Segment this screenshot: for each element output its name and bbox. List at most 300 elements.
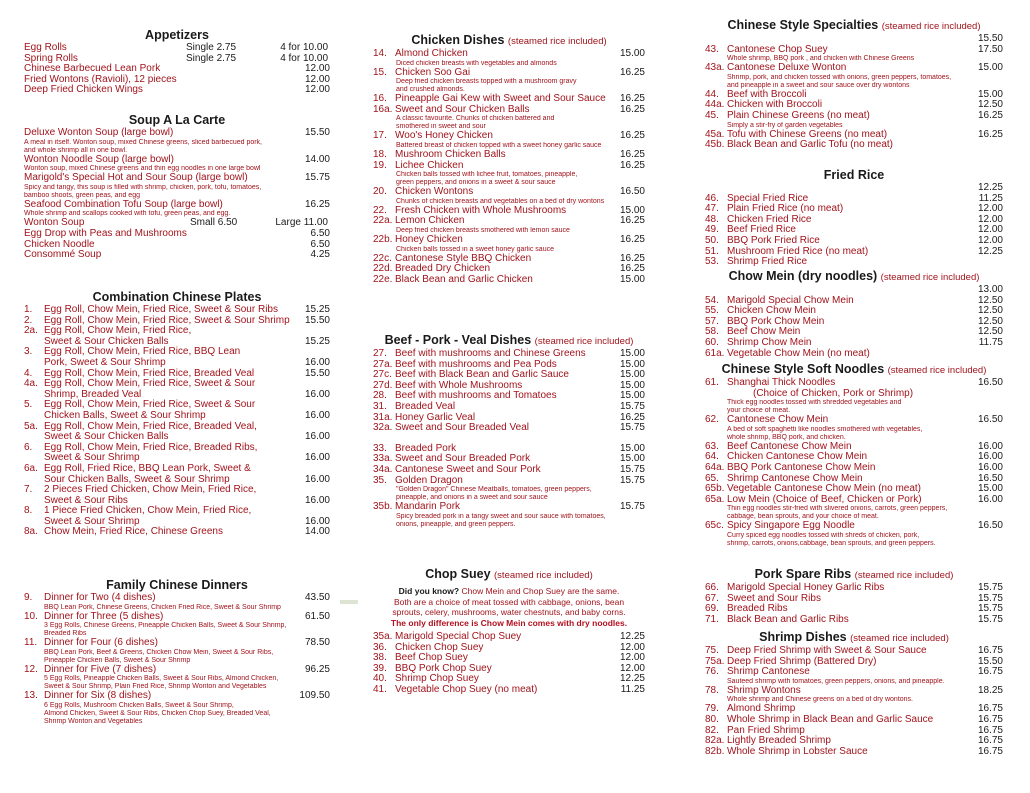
item-price: 11.75 bbox=[978, 336, 1003, 348]
item-label: Sweet & Sour Shrimp bbox=[44, 452, 140, 464]
menu-item bbox=[24, 593, 330, 604]
menu-section bbox=[705, 269, 1003, 359]
item-price: 16.50 bbox=[977, 472, 1003, 484]
item-price: 15.00 bbox=[619, 442, 645, 454]
item-price: 15.75 bbox=[977, 613, 1003, 625]
item-price: 15.00 bbox=[619, 204, 645, 216]
item-price: 12.25 bbox=[977, 182, 1003, 193]
item-name bbox=[24, 691, 330, 702]
item-description: Chicken balls tossed with lichee fruit, tomatoes, pineapple, bbox=[396, 171, 578, 179]
item-number: 19. bbox=[373, 159, 387, 171]
section-title-text: Chicken Dishes bbox=[411, 33, 505, 47]
item-price: 12.25 bbox=[619, 631, 645, 642]
item-name bbox=[24, 128, 330, 139]
item-number: 55. bbox=[705, 305, 719, 317]
item-number: 36. bbox=[373, 641, 387, 653]
item-number: 27. bbox=[373, 348, 387, 359]
item-price: 16.00 bbox=[304, 431, 330, 443]
item-name bbox=[705, 415, 1003, 426]
item-price: 16.25 bbox=[619, 130, 645, 142]
item-price: 15.50 bbox=[304, 127, 330, 138]
menu-item bbox=[373, 216, 645, 227]
item-price: 16.00 bbox=[977, 440, 1003, 452]
item-size-price: 4 for 10.00 bbox=[280, 52, 328, 64]
section-title-text: Chop Suey bbox=[425, 567, 491, 581]
item-number: 50. bbox=[705, 234, 719, 246]
menu-item bbox=[373, 68, 645, 79]
item-number: 62. bbox=[705, 414, 719, 426]
item-number: 8a. bbox=[24, 526, 38, 538]
item-label: Beef with Black Bean and Garlic Sauce bbox=[395, 369, 569, 381]
item-label: Sweet and Sour Chicken Balls bbox=[395, 103, 530, 115]
item-number: 18. bbox=[373, 148, 387, 160]
item-label: Pan Fried Shrimp bbox=[727, 724, 805, 736]
menu-column-right bbox=[705, 0, 1003, 793]
item-number: 45. bbox=[705, 109, 719, 121]
item-name bbox=[24, 155, 330, 166]
item-price: 16.00 bbox=[977, 493, 1003, 505]
item-number: 51. bbox=[705, 245, 719, 257]
item-number: 61. bbox=[705, 377, 719, 388]
item-label: Cantonese Style BBQ Chicken bbox=[395, 252, 532, 264]
item-label: Chicken Noodle bbox=[24, 238, 95, 250]
item-name bbox=[705, 140, 1003, 151]
menu-item bbox=[24, 200, 330, 211]
item-label: Dinner for Four (6 dishes) bbox=[44, 637, 158, 649]
item-price: 16.50 bbox=[977, 377, 1003, 388]
item-number: 5a. bbox=[24, 420, 38, 432]
item-price: 96.25 bbox=[304, 663, 330, 675]
item-description: Whole shrimp and Chinese greens on a bed of dry wontons. bbox=[727, 696, 913, 704]
menu-item bbox=[24, 250, 330, 261]
menu-item bbox=[24, 612, 330, 623]
item-number: 65c. bbox=[705, 520, 724, 532]
menu-item bbox=[373, 105, 645, 116]
item-label: Mushroom Fried Rice (no meat) bbox=[727, 245, 869, 257]
item-name bbox=[373, 216, 645, 227]
section-subtitle: (steamed rice included) bbox=[534, 336, 634, 347]
item-number: 65. bbox=[705, 472, 719, 484]
item-name bbox=[373, 131, 645, 142]
item-label: Cantonese Deluxe Wonton bbox=[727, 62, 847, 74]
item-number: 43. bbox=[705, 43, 719, 55]
item-price: 16.25 bbox=[619, 93, 645, 105]
item-number: 54. bbox=[705, 294, 719, 306]
menu-item bbox=[705, 686, 1003, 697]
item-number: 27d. bbox=[373, 379, 393, 391]
item-description: bamboo shoots, green peas, and egg bbox=[24, 191, 140, 199]
item-label: Chicken Fried Rice bbox=[727, 213, 812, 225]
item-name bbox=[24, 593, 330, 604]
item-label: Breaded Dry Chicken bbox=[395, 263, 491, 275]
item-price: 43.50 bbox=[304, 592, 330, 603]
menu-item bbox=[705, 45, 1003, 56]
item-price: 15.75 bbox=[619, 501, 645, 513]
item-name bbox=[705, 667, 1003, 678]
item-description: BBQ Lean Pork, Beef & Greens, Chicken Chow Mein, Sweet & Sour Ribs, bbox=[44, 648, 274, 656]
item-name bbox=[24, 527, 330, 538]
item-number: 47. bbox=[705, 203, 719, 215]
item-name bbox=[24, 612, 330, 623]
item-label: Shrimp Chow Mein bbox=[727, 336, 812, 348]
menu-section bbox=[705, 18, 1003, 151]
section-title bbox=[705, 168, 1003, 183]
item-description: whole shrimp, BBQ pork, and chicken. bbox=[727, 433, 846, 441]
section-subtitle: (steamed rice included) bbox=[494, 570, 593, 581]
item-price: 12.00 bbox=[619, 652, 645, 664]
item-price: 11.25 bbox=[620, 683, 645, 695]
item-number: 22d. bbox=[373, 263, 393, 275]
item-description: A bed of soft spaghetti like noodles smothered with vegetables, bbox=[727, 425, 923, 433]
item-price: 15.75 bbox=[304, 172, 330, 184]
item-price: 12.50 bbox=[977, 315, 1003, 327]
item-number: 79. bbox=[705, 703, 719, 715]
item-label: Beef with mushrooms and Tomatoes bbox=[395, 390, 557, 402]
item-price: 16.25 bbox=[619, 263, 645, 275]
item-price: 15.75 bbox=[619, 422, 645, 434]
item-size-price: Large 11.00 bbox=[275, 217, 328, 229]
item-label: Golden Dragon bbox=[395, 474, 463, 486]
item-price: 16.00 bbox=[304, 494, 330, 506]
item-price: 16.75 bbox=[977, 735, 1003, 747]
item-number: 6a. bbox=[24, 462, 38, 474]
item-label: BBQ Pork Chop Suey bbox=[395, 662, 492, 674]
item-number: 78. bbox=[705, 684, 719, 696]
item-label: Shrimp, Breaded Veal bbox=[44, 388, 142, 400]
item-number: 43a. bbox=[705, 62, 725, 74]
item-number: 80. bbox=[705, 713, 719, 725]
item-description: Whole shrimp and scallops cooked with tofu, green peas, and egg. bbox=[24, 210, 231, 218]
item-number: 10. bbox=[24, 610, 38, 622]
item-number: 63. bbox=[705, 440, 719, 452]
item-name bbox=[373, 502, 645, 513]
item-number: 60. bbox=[705, 336, 719, 348]
item-number: 5. bbox=[24, 399, 33, 411]
item-number: 66. bbox=[705, 582, 719, 593]
item-size-price: Single 2.75 bbox=[186, 42, 237, 53]
item-price: 16.50 bbox=[977, 414, 1003, 426]
item-label: Almond Shrimp bbox=[727, 703, 796, 715]
item-label: Deep Fried Shrimp (Battered Dry) bbox=[727, 655, 877, 667]
item-description: Battered breast of chicken topped with a sweet honey garlic sauce bbox=[396, 141, 602, 149]
item-number: 76. bbox=[705, 666, 719, 678]
item-price: 16.00 bbox=[977, 451, 1003, 463]
item-name bbox=[24, 638, 330, 649]
item-label: Sweet & Sour Chicken Balls bbox=[44, 335, 169, 347]
item-label: Lightly Breaded Shrimp bbox=[727, 735, 831, 747]
menu-item bbox=[705, 667, 1003, 678]
item-number: 75. bbox=[705, 645, 719, 656]
item-number: 2a. bbox=[24, 325, 38, 337]
section-subtitle: (steamed rice included) bbox=[854, 570, 954, 581]
item-price: 12.50 bbox=[977, 326, 1003, 338]
item-price: 15.00 bbox=[619, 453, 645, 465]
item-number: 31a. bbox=[373, 411, 393, 423]
item-label: Egg Roll, Chow Mein, Fried Rice, Breaded Veal, bbox=[44, 420, 257, 432]
item-label: Breaded Ribs bbox=[727, 603, 788, 615]
item-name bbox=[373, 476, 645, 487]
item-price: 12.00 bbox=[977, 234, 1003, 246]
item-description: A classic favourite. Chunks of chicken battered and bbox=[396, 115, 555, 123]
item-label: Beef Cantonese Chow Mein bbox=[727, 440, 852, 452]
item-number: 1. bbox=[24, 304, 33, 315]
item-number: 82. bbox=[705, 724, 719, 736]
item-label: Woo's Honey Chicken bbox=[395, 130, 493, 142]
item-number: 38. bbox=[373, 652, 387, 664]
item-description: BBQ Lean Pork, Chinese Greens, Chicken Fried Rice, Sweet & Sour Shrimp bbox=[44, 603, 281, 611]
item-name bbox=[705, 63, 1003, 74]
item-price: 15.00 bbox=[977, 62, 1003, 74]
section-title-text: Beef - Pork - Veal Dishes bbox=[384, 333, 532, 347]
item-price: 16.00 bbox=[977, 461, 1003, 473]
item-number: 13. bbox=[24, 690, 38, 702]
menu-item bbox=[373, 49, 645, 60]
item-price: 61.50 bbox=[304, 610, 330, 622]
item-name bbox=[24, 200, 330, 211]
item-label: Black Bean and Garlic Chicken bbox=[395, 273, 533, 285]
item-number: 4. bbox=[24, 367, 33, 379]
item-label: Egg Roll, Chow Mein, Fried Rice, Sweet & Sour bbox=[44, 399, 256, 411]
item-number: 65a. bbox=[705, 493, 725, 505]
item-size-price: 4 for 10.00 bbox=[280, 42, 328, 53]
item-name bbox=[373, 685, 645, 696]
item-label: Spicy Singapore Egg Noodle bbox=[727, 520, 855, 532]
item-size-price: Single 2.75 bbox=[186, 52, 237, 64]
item-number: 8. bbox=[24, 505, 33, 517]
item-number: 35b. bbox=[373, 501, 393, 513]
item-name bbox=[705, 495, 1003, 506]
item-label: Chinese Barbecued Lean Pork bbox=[24, 63, 161, 75]
item-description: pineapple, and onions in a sweet and sour sauce bbox=[396, 494, 548, 502]
item-price: 12.50 bbox=[977, 305, 1003, 317]
item-description: cabbage, bean sprouts, and your choice of meat. bbox=[727, 513, 879, 521]
item-description: Whole shrimp, BBQ pork , and chicken with Chinese Greens bbox=[727, 55, 915, 63]
item-price: 16.00 bbox=[304, 388, 330, 400]
item-label: BBQ Pork Fried Rice bbox=[727, 234, 820, 246]
item-name bbox=[373, 68, 645, 79]
item-description: Thin egg noodles stir-fried with slivered onions, carrots, green peppers, bbox=[727, 505, 948, 513]
item-price: 4.25 bbox=[310, 249, 330, 261]
item-description: Curry spiced egg noodles tossed with shreds of chicken, pork, bbox=[727, 531, 920, 539]
item-price: 15.75 bbox=[977, 582, 1003, 593]
item-label: Black Bean and Garlic Ribs bbox=[727, 613, 849, 625]
item-label: Egg Roll, Chow Mein, Fried Rice, Sweet & Sour bbox=[44, 378, 256, 390]
item-label: Tofu with Chinese Greens (no meat) bbox=[727, 128, 888, 140]
item-label: Sweet and Sour Breaded Pork bbox=[395, 453, 531, 465]
item-label: Pineapple Gai Kew with Sweet and Sour Sauce bbox=[395, 93, 606, 105]
item-label: Consommé Soup bbox=[24, 249, 102, 261]
item-price: 15.00 bbox=[619, 348, 645, 359]
menu-item bbox=[24, 665, 330, 676]
item-number: 9. bbox=[24, 592, 33, 603]
menu-item bbox=[24, 691, 330, 702]
item-number: 22b. bbox=[373, 233, 393, 245]
item-number: 33. bbox=[373, 442, 387, 454]
item-label: Chow Mein, Fried Rice, Chinese Greens bbox=[44, 526, 223, 538]
item-price: 16.00 bbox=[304, 515, 330, 527]
item-label: Dinner for Two (4 dishes) bbox=[44, 592, 156, 603]
item-label: (Choice of Chicken, Pork or Shrimp) bbox=[753, 387, 914, 399]
item-label: Whole Shrimp in Black Bean and Garlic Sauce bbox=[727, 713, 934, 725]
item-number: 27a. bbox=[373, 358, 393, 370]
item-number: 44a. bbox=[705, 99, 725, 111]
menu-item bbox=[705, 747, 1003, 758]
item-price: 16.25 bbox=[619, 411, 645, 423]
item-label: Plain Chinese Greens (no meat) bbox=[727, 109, 870, 121]
item-number: 49. bbox=[705, 224, 719, 236]
section-title bbox=[24, 28, 330, 43]
item-number: 58. bbox=[705, 326, 719, 338]
item-label: Fried Wontons (Ravioli), 12 pieces bbox=[24, 73, 177, 85]
item-name bbox=[24, 665, 330, 676]
item-label: Egg Roll, Chow Mein, Fried Rice, BBQ Lean bbox=[44, 346, 241, 358]
item-label: Chicken Cantonese Chow Mein bbox=[727, 451, 868, 463]
item-price: 15.50 bbox=[304, 367, 330, 379]
item-price: 16.50 bbox=[619, 186, 645, 198]
item-price: 16.25 bbox=[619, 252, 645, 264]
section-subtitle: (steamed rice included) bbox=[887, 365, 987, 376]
item-label: Beef with mushrooms and Chinese Greens bbox=[395, 348, 586, 359]
menu-column-left bbox=[24, 0, 330, 793]
menu-section bbox=[705, 630, 1003, 757]
item-number: 44. bbox=[705, 88, 719, 100]
item-description: Wonton soup, mixed Chinese greens and thin egg noodles in one large bowl bbox=[24, 165, 261, 173]
menu-section bbox=[24, 578, 330, 726]
note-text: Both are a choice of meat tossed with cabbage, onions, bean bbox=[393, 596, 625, 607]
item-price: 16.00 bbox=[304, 409, 330, 421]
item-label: Egg Roll, Chow Mein, Fried Rice, bbox=[44, 325, 192, 337]
section-title-text: Combination Chinese Plates bbox=[92, 290, 262, 304]
item-name bbox=[705, 111, 1003, 122]
menu-item bbox=[373, 423, 645, 434]
item-number: 64. bbox=[705, 451, 719, 463]
item-description: Sweet & Sour Shrimp, Plain Fried Rice, Shrimp Wonton and Vegetables bbox=[44, 683, 267, 691]
item-price: 12.00 bbox=[304, 84, 330, 96]
item-price: 15.00 bbox=[619, 48, 645, 59]
item-label: Seafood Combination Tofu Soup (large bowl) bbox=[24, 198, 223, 210]
item-label: Chicken Chop Suey bbox=[395, 641, 484, 653]
menu-item bbox=[373, 685, 645, 696]
item-description: "Golden Dragon" Chinese Meatballs, tomatoes, green peppers, bbox=[396, 486, 592, 494]
item-price: 15.75 bbox=[977, 603, 1003, 615]
section-subtitle: (steamed rice included) bbox=[881, 21, 981, 32]
item-label: Egg Roll, Chow Mein, Fried Rice, Breaded Veal bbox=[44, 367, 255, 379]
item-label: Sweet & Sour Ribs bbox=[44, 494, 128, 506]
item-label: Shanghai Thick Noodles bbox=[727, 377, 836, 388]
item-price: 109.50 bbox=[299, 690, 330, 702]
item-price: 11.25 bbox=[978, 192, 1003, 204]
item-label: Beef with mushrooms and Pea Pods bbox=[395, 358, 557, 370]
item-price: 16.25 bbox=[619, 215, 645, 227]
menu-column-middle bbox=[373, 0, 645, 793]
item-label: Deep Fried Chicken Wings bbox=[24, 84, 143, 96]
item-label: Shrimp Cantonese bbox=[727, 666, 810, 678]
section-title bbox=[705, 18, 1003, 34]
item-description: Thick egg noodles tossed with shredded vegetables and bbox=[727, 399, 902, 407]
menu-section bbox=[24, 290, 330, 538]
item-label: Lichee Chicken bbox=[395, 159, 464, 171]
section-title bbox=[705, 630, 1003, 646]
item-description: shrimp, carrots, onions,cabbage, bean sprouts, and green peppers. bbox=[727, 539, 936, 547]
item-label: Fresh Chicken with Whole Mushrooms bbox=[395, 204, 567, 216]
item-name bbox=[373, 423, 645, 434]
item-number: 22a. bbox=[373, 215, 393, 227]
item-description: and crushed almonds. bbox=[396, 86, 465, 94]
item-name bbox=[373, 49, 645, 60]
menu-item bbox=[373, 476, 645, 487]
item-label: Spring Rolls bbox=[24, 52, 78, 64]
item-description: your choice of meat. bbox=[727, 407, 791, 415]
item-price: 12.00 bbox=[977, 203, 1003, 215]
item-label: Vegetable Chop Suey (no meat) bbox=[395, 683, 538, 695]
item-label: Egg Roll, Chow Mein, Fried Rice, Breaded Ribs, bbox=[44, 441, 258, 453]
item-label: Marigold's Special Hot and Sour Soup (large bowl) bbox=[24, 172, 248, 184]
item-size-price: Small 6.50 bbox=[190, 217, 238, 229]
item-price: 78.50 bbox=[304, 637, 330, 649]
item-label: Chicken Wontons bbox=[395, 186, 474, 198]
item-number: 41. bbox=[373, 683, 387, 695]
item-name bbox=[705, 45, 1003, 56]
item-price: 14.00 bbox=[304, 526, 330, 538]
item-price: 15.50 bbox=[304, 314, 330, 326]
menu-section bbox=[24, 113, 330, 261]
item-price: 6.50 bbox=[310, 238, 330, 250]
item-description: A meal in itself. Wonton soup, mixed Chinese greens, sliced barbecued pork, bbox=[24, 138, 262, 146]
item-description: Simply a stir-fry of garden vegetables bbox=[727, 121, 843, 129]
menu-item bbox=[705, 495, 1003, 506]
item-number: 2. bbox=[24, 314, 33, 326]
item-number: 35. bbox=[373, 474, 387, 486]
item-label: Egg Roll, Fried Rice, BBQ Lean Pork, Sweet & bbox=[44, 462, 251, 474]
item-number: 3. bbox=[24, 346, 33, 358]
item-name bbox=[705, 349, 1003, 360]
item-label: Chicken Soo Gai bbox=[395, 66, 471, 78]
item-price: 15.75 bbox=[619, 474, 645, 486]
item-label: Honey Garlic Veal bbox=[395, 411, 476, 423]
menu-item bbox=[373, 187, 645, 198]
item-price: 16.25 bbox=[977, 109, 1003, 121]
item-price: 13.00 bbox=[977, 284, 1003, 295]
item-price: 12.00 bbox=[619, 662, 645, 674]
item-name bbox=[705, 389, 1003, 400]
section-title-text: Chinese Style Soft Noodles bbox=[721, 362, 885, 376]
item-number: 6. bbox=[24, 441, 33, 453]
item-label: Breaded Veal bbox=[395, 400, 456, 412]
item-price: 16.00 bbox=[304, 473, 330, 485]
section-title-text: Fried Rice bbox=[823, 168, 885, 182]
item-description: Spicy breaded pork in a tangy sweet and sour sauce with tomatoes, bbox=[396, 512, 606, 520]
item-number: 82b. bbox=[705, 745, 725, 757]
section-subtitle: (steamed rice included) bbox=[850, 633, 949, 644]
item-price: 17.50 bbox=[977, 43, 1003, 55]
menu-item bbox=[24, 638, 330, 649]
item-price: 16.75 bbox=[977, 645, 1003, 656]
item-price: 18.25 bbox=[977, 684, 1003, 696]
item-price: 16.25 bbox=[619, 233, 645, 245]
menu-item bbox=[705, 349, 1003, 360]
section-title bbox=[373, 567, 645, 583]
item-name bbox=[705, 686, 1003, 697]
item-label: Wonton Soup bbox=[24, 217, 85, 229]
section-title bbox=[24, 113, 330, 128]
item-label: Vegetable Chow Mein (no meat) bbox=[727, 347, 870, 359]
item-label: 2 Pieces Fried Chicken, Chow Mein, Fried Rice, bbox=[44, 484, 257, 496]
item-price: 15.50 bbox=[977, 33, 1003, 44]
item-price: 15.25 bbox=[304, 304, 330, 315]
menu-item bbox=[24, 155, 330, 166]
item-name bbox=[373, 275, 645, 286]
menu-section bbox=[373, 567, 645, 696]
